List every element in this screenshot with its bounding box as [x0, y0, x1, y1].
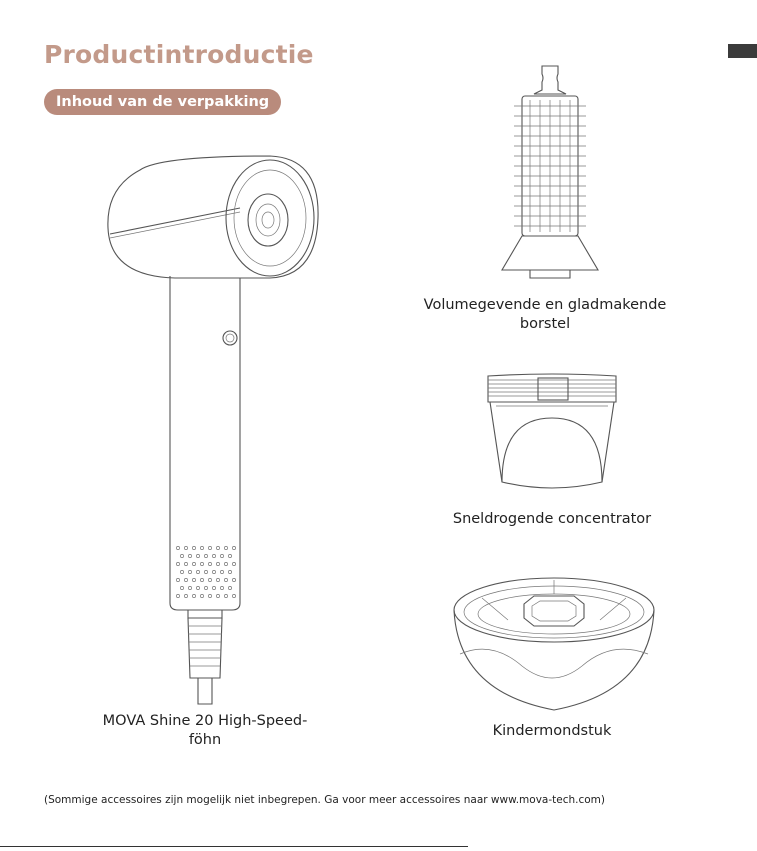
diffuser-caption-line1: Kindermondstuk	[492, 723, 612, 739]
brush-caption-line1: Volumegevende en gladmakende	[423, 297, 667, 313]
dryer-caption-line2: föhn	[188, 732, 222, 748]
section-label: Inhoud van de verpakking	[44, 89, 281, 115]
dryer-caption	[80, 712, 330, 750]
round-brush-icon	[500, 64, 600, 280]
hair-dryer-icon	[100, 148, 330, 708]
dryer-caption-line1: MOVA Shine 20 High-Speed-	[102, 713, 308, 729]
concentrator-nozzle-icon	[484, 372, 620, 494]
bottom-divider	[0, 846, 468, 847]
brush-caption-line2: borstel	[519, 316, 571, 332]
diffuser-caption	[440, 722, 664, 741]
concentrator-caption	[424, 510, 680, 529]
footnote: (Sommige accessoires zijn mogelijk niet inbegrepen. Ga voor meer accessoires naar www.mova-tech.com)	[44, 794, 606, 806]
concentrator-caption-line1: Sneldrogende concentrator	[452, 511, 652, 527]
brush-caption	[410, 296, 680, 334]
diffuser-nozzle-icon	[452, 574, 656, 714]
page-title: Productintroductie	[44, 40, 314, 69]
page-tab-marker	[728, 44, 757, 58]
